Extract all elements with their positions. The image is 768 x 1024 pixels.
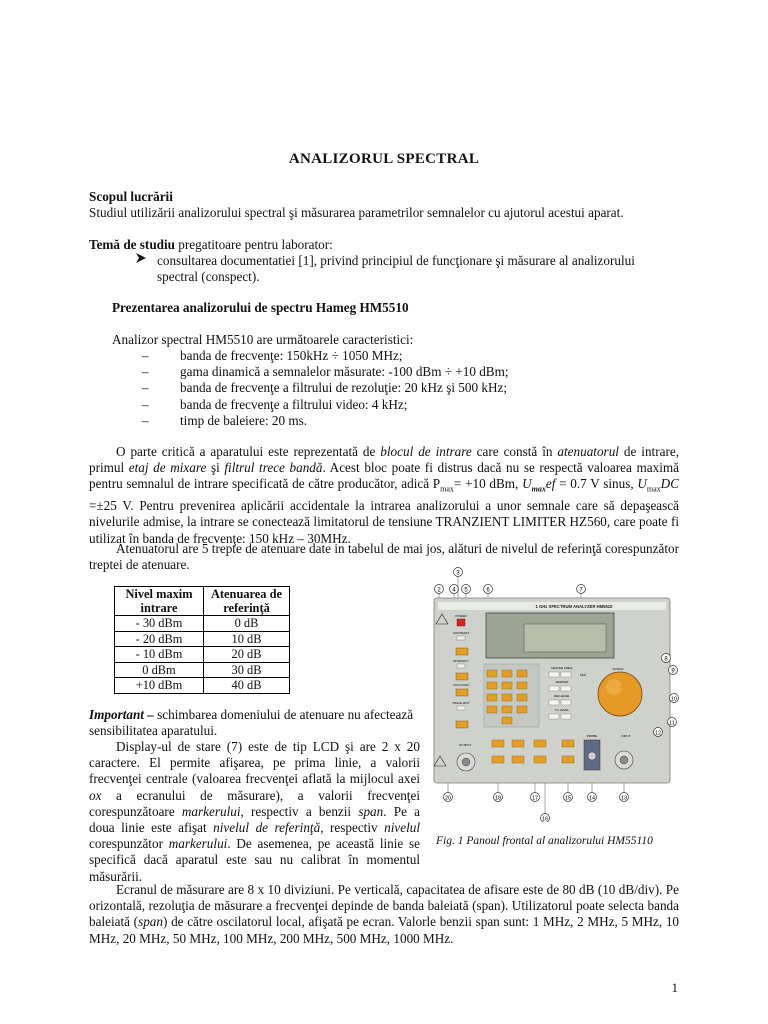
- text: atenuatorul: [557, 444, 619, 459]
- callout-label: 3: [456, 570, 460, 577]
- callout-top-4: [450, 585, 459, 594]
- callout-top-2: [435, 585, 444, 594]
- text: Ecranul de măsurare are 8 x 10 diviziuni. Pe verticală, capacitatea de afisare este de 80 dB (10 dB/div). Pe orizontală, rezoluţia de măsurare a frecvenţei depinde de banda baleiată (span). Utilizatorul poate selecta banda baleiată (: [89, 882, 679, 930]
- prezentare-intro: Analizor spectral HM5510 are următoarele caracteristici:: [112, 332, 414, 347]
- text: , respectiv a benzii: [240, 803, 359, 819]
- center-freq-button-2[interactable]: [561, 672, 571, 677]
- text: , respectiv: [320, 820, 385, 836]
- text: markerului: [181, 803, 241, 819]
- callout-right-8: [662, 654, 671, 663]
- table-cell: - 30 dBm: [115, 616, 204, 632]
- tg-level-button-2[interactable]: [561, 714, 571, 719]
- tuning-label: TUNING: [612, 667, 624, 671]
- callout-right-12: [654, 728, 663, 737]
- text: care constă în: [471, 444, 558, 459]
- ref-level-label: REF.LEVEL: [554, 694, 570, 698]
- focus-button[interactable]: [456, 689, 468, 696]
- callout-label: 20: [444, 795, 452, 802]
- figure-caption: Fig. 1 Panoul frontal al analizorului HM55110: [436, 835, 653, 847]
- important-note: [89, 707, 420, 739]
- marker-label: MARKER: [555, 680, 569, 684]
- probe-label: PROBE: [586, 734, 598, 738]
- text: şi: [206, 460, 225, 476]
- text: . Acest bloc poate fi distrus dacă nu se respectă valoarea maximă pentru semnalul de intrare specificată de către producător, adică P: [89, 460, 679, 492]
- characteristics-list: [142, 348, 702, 429]
- output-label: OUTPUT: [458, 743, 472, 747]
- callout-3: [454, 568, 463, 577]
- table-header: Nivel maxim intrare: [115, 587, 204, 616]
- tg-level-label: TG LEVEL: [554, 708, 570, 712]
- scop-section: [89, 189, 689, 221]
- prezentare-heading: Prezentarea analizorului de spectru Hameg HM5510: [112, 300, 409, 315]
- text: corespunzător: [89, 836, 169, 852]
- contrast-label: CONTRAST: [452, 631, 470, 635]
- callout-label: 12: [654, 730, 662, 737]
- text: span: [358, 803, 384, 819]
- para-blocul-intrare: [89, 444, 679, 547]
- callout-label: 10: [670, 696, 678, 703]
- callout-label: 4: [452, 587, 456, 594]
- tema-bullet-line2: spectral (conspect).: [157, 269, 260, 285]
- table-cell: 30 dB: [204, 662, 290, 678]
- arrow-bullet-icon: [135, 252, 147, 268]
- text: ef: [545, 476, 556, 492]
- table-header: Atenuarea de referinţă: [204, 587, 290, 616]
- intensity-control[interactable]: [457, 664, 465, 668]
- text: U: [637, 476, 647, 492]
- callout-right-9: [669, 666, 678, 675]
- callout-bottom-14: [588, 793, 597, 802]
- table-row: [115, 678, 290, 694]
- callout-right-10: [670, 694, 679, 703]
- text: max: [646, 485, 661, 495]
- table-row: [115, 647, 290, 663]
- text: Display-ul de stare (7) este de tip LCD şi are 2 x 20 caractere. El permite afişarea, pe prima linie, a valorii frecvenţei centrale (valoarea frecvenţei aflată la mijlocul axei: [89, 739, 420, 787]
- table-header-row: [115, 587, 290, 616]
- text: = +10 dBm,: [453, 476, 523, 492]
- tg-level-button[interactable]: [549, 714, 559, 719]
- callout-bottom-16: [541, 814, 550, 823]
- table-cell: +10 dBm: [115, 678, 204, 694]
- tuning-knob[interactable]: [598, 672, 642, 716]
- tema-section: [89, 237, 689, 253]
- text: U: [522, 476, 532, 492]
- tema-bullet: [157, 253, 697, 285]
- callout-label: 6: [486, 587, 490, 594]
- table-cell: 20 dB: [204, 647, 290, 663]
- scop-heading: Scopul lucrării: [89, 189, 173, 204]
- ref-level-button[interactable]: [549, 700, 559, 705]
- list-item: – gama dinamică a semnalelor măsurate: -100 dBm ÷ +10 dBm;: [142, 364, 702, 380]
- input-connector-core: [620, 756, 628, 764]
- trace-label: TRACE ROT.: [452, 701, 470, 705]
- instrument-header: 1 GHz SPECTRUM ANALYZER HM5510: [535, 604, 613, 609]
- callout-top-5: [462, 585, 471, 594]
- text: markerului: [168, 836, 228, 852]
- callout-label: 5: [464, 587, 468, 594]
- focus-label: FOCUS/TR: [453, 683, 469, 687]
- center-freq-button[interactable]: [549, 672, 559, 677]
- list-item: – timp de baleiere: 20 ms.: [142, 413, 702, 429]
- ref-level-button-2[interactable]: [561, 700, 571, 705]
- callout-bottom-15: [564, 793, 573, 802]
- intensity-label: INTENSITY: [453, 659, 469, 663]
- output-connector-core: [462, 758, 470, 766]
- list-item: – banda de frecvenţe a filtrului de rezoluţie: 20 kHz şi 500 kHz;: [142, 380, 702, 396]
- center-freq-label: CENTER FREQ.: [550, 666, 574, 670]
- text: a ecranului de măsurare), a valorii frecvenţei corespunzătoare: [89, 787, 420, 819]
- callout-right-11: [668, 718, 677, 727]
- important-label: Important –: [89, 707, 154, 722]
- callout-label: 17: [531, 795, 539, 802]
- text: ) de către oscilatorul local, afişată pe ecran. Valorle benzii span sunt: 1 MHz, 2 MHz, 5 MHz, 10 MHz, 20 MHz, 50 MHz, 100 MHz, 200 MHz, 500 MHz, 1000 MHz.: [89, 914, 680, 946]
- front-panel-figure: [428, 566, 680, 822]
- table-cell: - 10 dBm: [115, 647, 204, 663]
- attenuation-table: [114, 586, 290, 694]
- text: =±25 V. Pentru prevenirea aplicării accidentale la intrarea analizorului a unor semnale care să depaşească nivelurile admise, la intrare se conectează limitatorul de tensiune TRANZIENT LIMITER HZ560, care poate fi utilizat în banda de frecvenţe: 150 kHz – 30MHz.: [89, 498, 679, 546]
- text: de intrare, primul: [89, 444, 679, 476]
- table-cell: 40 dB: [204, 678, 290, 694]
- callout-label: 18: [494, 795, 502, 802]
- mhz-label: MHz: [580, 673, 587, 677]
- table-cell: 0 dB: [204, 616, 290, 632]
- callout-label: 15: [564, 795, 572, 802]
- lcd-status-display: [524, 624, 606, 652]
- trace-control[interactable]: [457, 706, 465, 710]
- scop-text: Studiul utilizării analizorului spectral şi măsurarea parametrilor semnalelor cu ajutorul acestui aparat.: [89, 205, 624, 221]
- tema-text: pregatitoare pentru laborator:: [175, 237, 333, 252]
- table-row: [115, 631, 290, 647]
- intensity-button[interactable]: [456, 673, 468, 680]
- callout-label: 11: [669, 720, 675, 727]
- table-cell: - 20 dBm: [115, 631, 204, 647]
- trace-button[interactable]: [456, 721, 468, 728]
- callout-bottom-17: [531, 793, 540, 802]
- callout-label: 8: [664, 656, 668, 663]
- callout-label: 9: [671, 668, 675, 675]
- text: nivelul de referinţă: [213, 820, 321, 836]
- tema-heading: Temă de studiu: [89, 237, 175, 252]
- text: filtrul trece bandă: [224, 460, 323, 476]
- probe-connector[interactable]: [588, 752, 596, 760]
- page-title: ANALIZORUL SPECTRAL: [288, 151, 480, 167]
- text: max: [531, 485, 546, 495]
- text: . Pe a doua linie este afişat: [89, 803, 420, 836]
- text: span: [138, 914, 163, 930]
- text: O parte critică a aparatului este reprezentată de: [116, 444, 381, 459]
- text: . De asemenea, pe această linie se specifică dacă aparatul este sau nu calibrat în momentul măsurării.: [89, 836, 420, 884]
- table-cell: 10 dB: [204, 631, 290, 647]
- text: DC: [660, 476, 679, 492]
- para-display: [89, 739, 420, 885]
- callout-label: 16: [541, 816, 549, 822]
- contrast-control[interactable]: [457, 636, 465, 640]
- contrast-button[interactable]: [456, 648, 468, 655]
- power-button[interactable]: [457, 619, 465, 626]
- list-item: – banda de frecvenţe a filtrului video: 4 kHz;: [142, 397, 702, 413]
- table-row: [115, 616, 290, 632]
- callout-top-7: [577, 585, 586, 594]
- text: max: [440, 485, 454, 495]
- callout-bottom-20: [444, 793, 453, 802]
- callout-label: 13: [620, 795, 628, 802]
- callout-label: 2: [437, 587, 441, 594]
- callout-label: 7: [579, 587, 583, 594]
- text: blocul de intrare: [380, 444, 472, 459]
- power-label: POWER: [455, 614, 467, 618]
- para-ecran: [89, 882, 679, 947]
- callout-top-6: [484, 585, 493, 594]
- table-row: [115, 662, 290, 678]
- marker-button[interactable]: [549, 686, 559, 691]
- text: schimbarea domeniului de atenuare nu afectează sensibilitatea aparatului.: [89, 707, 414, 739]
- text: etaj de mixare: [128, 460, 207, 476]
- list-item: – banda de frecvenţe: 150kHz ÷ 1050 MHz;: [142, 348, 702, 364]
- callout-label: 14: [588, 795, 596, 802]
- text: ox: [89, 787, 102, 803]
- callout-bottom-18: [494, 793, 503, 802]
- marker-button-2[interactable]: [561, 686, 571, 691]
- text: nivelul: [384, 820, 420, 836]
- input-label: INPUT: [621, 734, 631, 738]
- tuning-knob-highlight: [606, 679, 622, 695]
- tema-bullet-line1: consultarea documentatiei [1], privind principiul de funcţionare şi măsurare al analizorului: [157, 253, 635, 268]
- callout-bottom-13: [620, 793, 629, 802]
- table-cell: 0 dBm: [115, 662, 204, 678]
- text: = 0.7 V sinus,: [555, 476, 638, 492]
- page-number: 1: [671, 980, 678, 995]
- para-atenuator: Atenuatorul are 5 trepte de atenuare date in tabelul de mai jos, alături de nivelul de referinţă corespunzător treptei de atenuare.: [89, 541, 679, 573]
